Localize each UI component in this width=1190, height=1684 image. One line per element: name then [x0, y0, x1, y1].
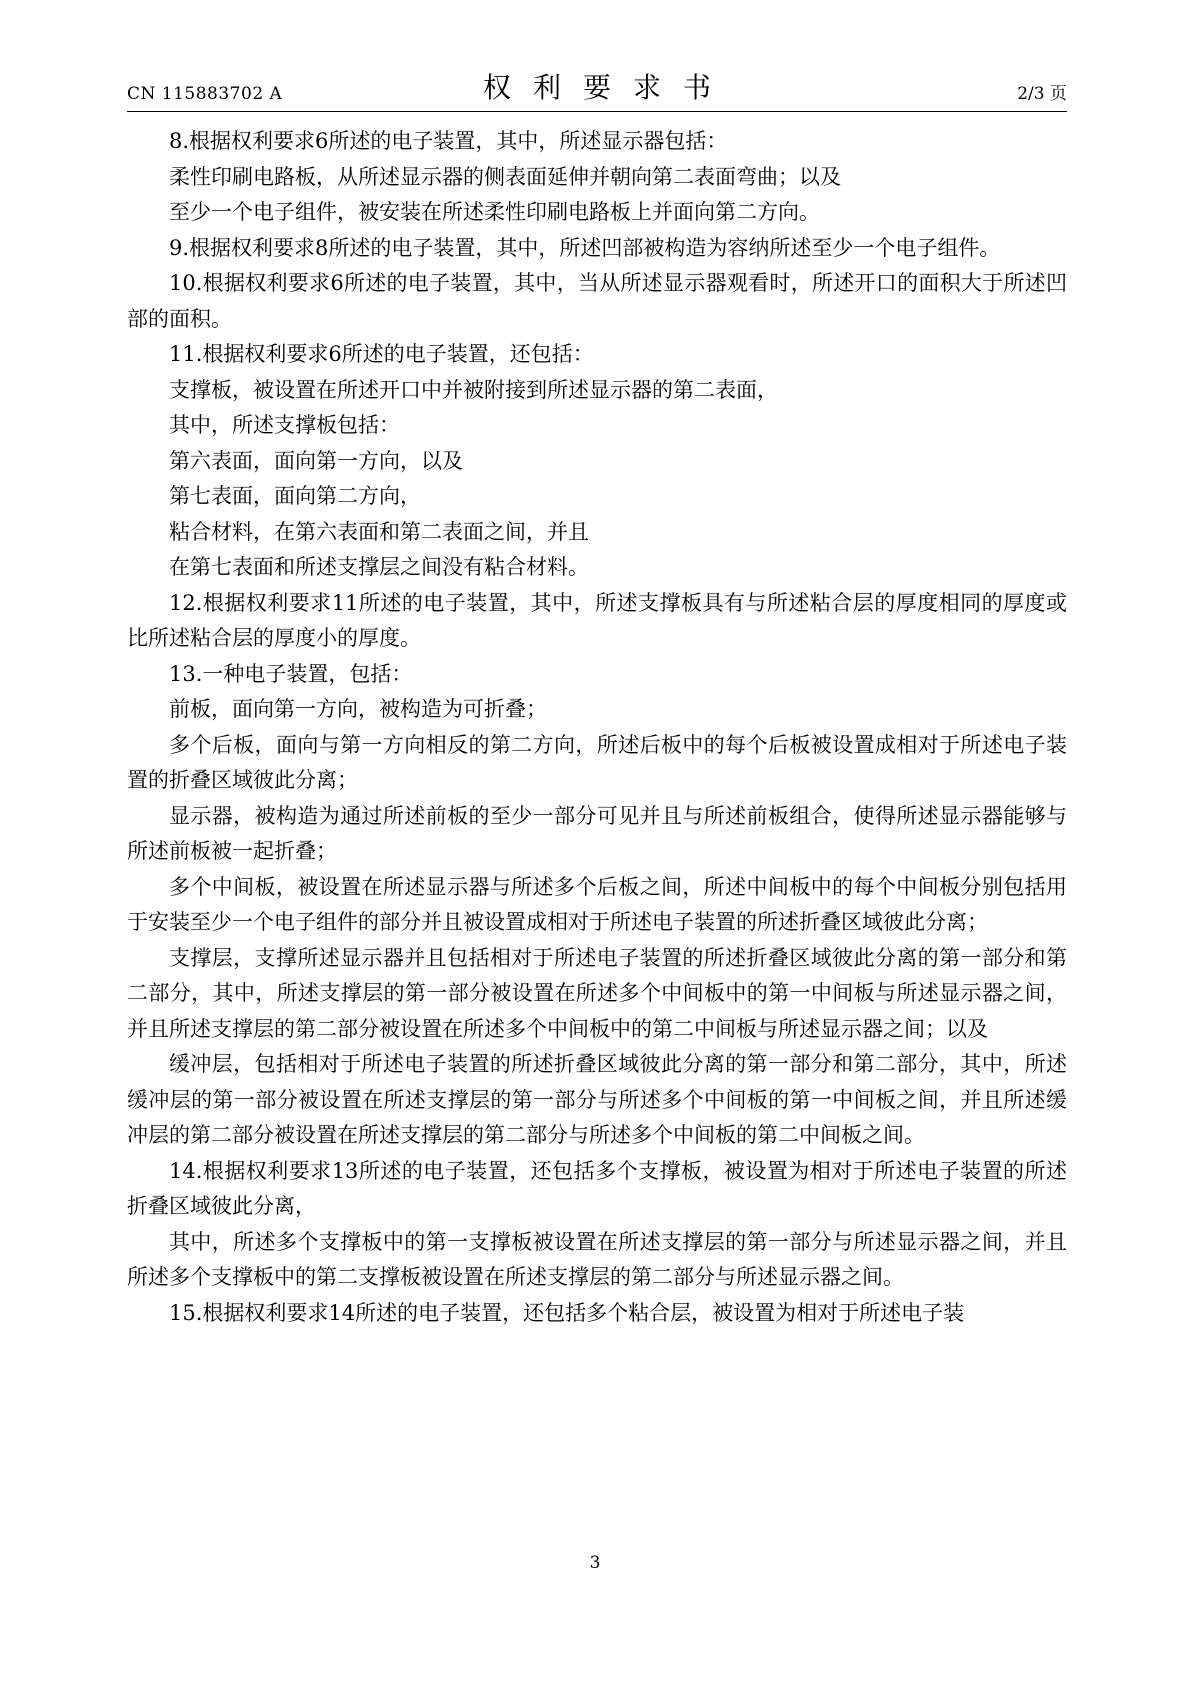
claim-paragraph: 其中，所述支撑板包括：: [169, 413, 400, 437]
claim-paragraph: 第七表面，面向第二方向，: [169, 484, 421, 508]
patent-number: CN 115883702 A: [127, 84, 283, 104]
claim-paragraph: 至少一个电子组件，被安装在所述柔性印刷电路板上并面向第二方向。: [169, 200, 820, 224]
claim-paragraph: 前板，面向第一方向，被构造为可折叠；: [169, 697, 547, 721]
claim-paragraph: 缓冲层，包括相对于所述电子装置的所述折叠区域彼此分离的第一部分和第二部分，其中，所述缓冲层的第一部分被设置在所述支撑层的第一部分与所述多个中间板的第一中间板之间，并且所述缓冲层的第二部分被设置在所述支撑层的第二部分与所述多个中间板的第二中间板之间。: [127, 1052, 1067, 1147]
claim-paragraph: 12.根据权利要求11所述的电子装置，其中，所述支撑板具有与所述粘合层的厚度相同的厚度或比所述粘合层的厚度小的厚度。: [127, 590, 1067, 650]
claims-body: [127, 124, 1067, 1331]
claim-paragraph: 粘合材料，在第六表面和第二表面之间，并且: [169, 519, 589, 544]
claim-paragraph: 支撑板，被设置在所述开口中并被附接到所述显示器的第二表面，: [169, 377, 778, 402]
claim-paragraph: 支撑层，支撑所述显示器并且包括相对于所述电子装置的所述折叠区域彼此分离的第一部分和第二部分，其中，所述支撑层的第一部分被设置在所述多个中间板中的第一中间板与所述显示器之间，并且所述支撑层的第二部分被设置在所述多个中间板中的第二中间板与所述显示器之间；以及: [127, 945, 1067, 1041]
page-indicator: 2/3 页: [1017, 84, 1067, 104]
page-number: 3: [589, 1553, 601, 1573]
claim-paragraph: 10.根据权利要求6所述的电子装置，其中，当从所述显示器观看时，所述开口的面积大于所述凹部的面积。: [127, 271, 1067, 331]
claim-paragraph: 在第七表面和所述支撑层之间没有粘合材料。: [169, 555, 589, 579]
claim-paragraph: 11.根据权利要求6所述的电子装置，还包括：: [169, 342, 594, 366]
claim-paragraph: 8.根据权利要求6所述的电子装置，其中，所述显示器包括：: [169, 129, 728, 153]
claim-paragraph: 第六表面，面向第一方向，以及: [169, 448, 463, 473]
claim-paragraph: 其中，所述多个支撑板中的第一支撑板被设置在所述支撑层的第一部分与所述显示器之间，并且所述多个支撑板中的第二支撑板被设置在所述支撑层的第二部分与所述显示器之间。: [127, 1229, 1067, 1289]
page-header: [127, 66, 1067, 112]
claim-paragraph: 多个后板，面向与第一方向相反的第二方向，所述后板中的每个后板被设置成相对于所述电子装置的折叠区域彼此分离；: [127, 732, 1067, 792]
document-title: 权利要求书: [482, 71, 733, 104]
claim-paragraph: 15.根据权利要求14所述的电子装置，还包括多个粘合层，被设置为相对于所述电子装: [169, 1300, 965, 1325]
claim-paragraph: 14.根据权利要求13所述的电子装置，还包括多个支撑板，被设置为相对于所述电子装置的所述折叠区域彼此分离，: [127, 1158, 1067, 1218]
claim-paragraph: 多个中间板，被设置在所述显示器与所述多个后板之间，所述中间板中的每个中间板分别包括用于安装至少一个电子组件的部分并且被设置成相对于所述电子装置的所述折叠区域彼此分离；: [127, 874, 1067, 934]
claim-paragraph: 13.一种电子装置，包括：: [169, 661, 413, 686]
claim-paragraph: 9.根据权利要求8所述的电子装置，其中，所述凹部被构造为容纳所述至少一个电子组件。: [169, 235, 1001, 260]
claim-paragraph: 显示器，被构造为通过所述前板的至少一部分可见并且与所述前板组合，使得所述显示器能够与所述前板被一起折叠；: [127, 803, 1067, 863]
claim-paragraph: 柔性印刷电路板，从所述显示器的侧表面延伸并朝向第二表面弯曲；以及: [169, 164, 841, 189]
header-divider: [127, 111, 1067, 112]
